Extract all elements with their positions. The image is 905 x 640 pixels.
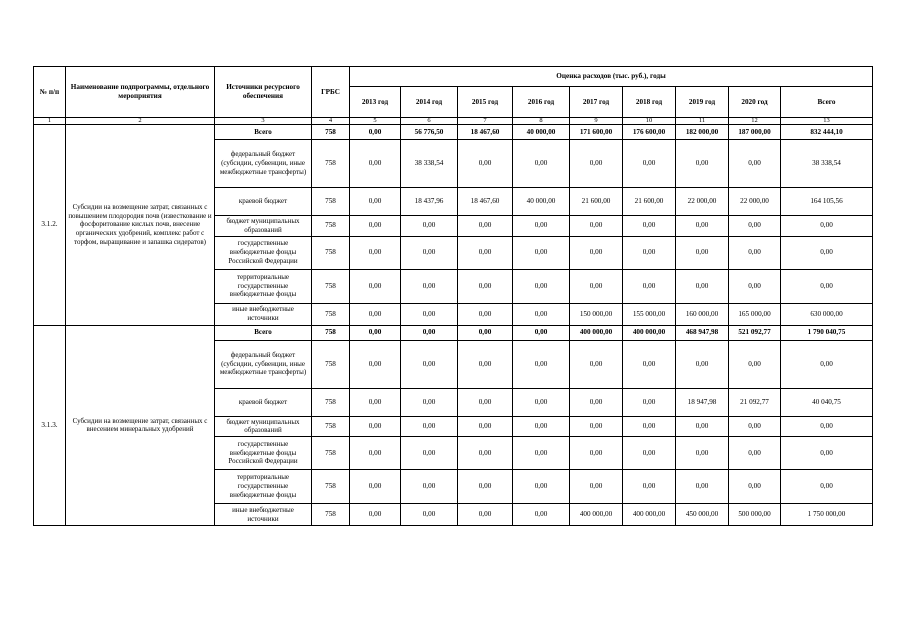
header-year: 2020 год <box>729 87 781 118</box>
year-value: 21 600,00 <box>623 188 676 216</box>
grbs-code: 758 <box>312 125 350 140</box>
year-value: 0,00 <box>458 437 513 470</box>
header-year: 2015 год <box>458 87 513 118</box>
year-value: 400 000,00 <box>570 504 623 526</box>
funding-source: краевой бюджет <box>215 388 312 416</box>
total-value: 0,00 <box>781 416 873 437</box>
funding-source: иные внебюджетные источники <box>215 504 312 526</box>
year-value: 182 000,00 <box>676 125 729 140</box>
year-value: 0,00 <box>350 416 401 437</box>
year-value: 0,00 <box>350 236 401 269</box>
funding-source: государственные внебюджетные фонды Российской Федерации <box>215 437 312 470</box>
year-value: 0,00 <box>513 236 570 269</box>
year-value: 0,00 <box>458 269 513 303</box>
year-value: 0,00 <box>350 388 401 416</box>
year-value: 0,00 <box>513 140 570 188</box>
year-value: 0,00 <box>513 388 570 416</box>
grbs-code: 758 <box>312 236 350 269</box>
year-value: 0,00 <box>458 416 513 437</box>
year-value: 0,00 <box>513 325 570 340</box>
year-value: 0,00 <box>401 269 458 303</box>
year-value: 0,00 <box>350 303 401 325</box>
header-grbs: ГРБС <box>312 67 350 118</box>
total-value: 832 444,10 <box>781 125 873 140</box>
budget-table-page <box>33 66 873 526</box>
year-value: 468 947,98 <box>676 325 729 340</box>
column-number: 2 <box>66 118 215 125</box>
year-value: 0,00 <box>458 388 513 416</box>
year-value: 0,00 <box>458 504 513 526</box>
grbs-code: 758 <box>312 140 350 188</box>
year-value: 18 437,96 <box>401 188 458 216</box>
year-value: 0,00 <box>401 340 458 388</box>
year-value: 0,00 <box>676 340 729 388</box>
year-value: 21 600,00 <box>570 188 623 216</box>
funding-source: федеральный бюджет (субсидии, субвенции, иные межбюджетные трансферты) <box>215 340 312 388</box>
year-value: 150 000,00 <box>570 303 623 325</box>
year-value: 40 000,00 <box>513 188 570 216</box>
grbs-code: 758 <box>312 188 350 216</box>
table-row <box>34 125 873 140</box>
year-value: 0,00 <box>350 340 401 388</box>
year-value: 0,00 <box>350 504 401 526</box>
year-value: 0,00 <box>458 470 513 504</box>
funding-source: территориальные государственные внебюджетные фонды <box>215 470 312 504</box>
year-value: 0,00 <box>623 140 676 188</box>
year-value: 0,00 <box>676 236 729 269</box>
year-value: 0,00 <box>513 303 570 325</box>
measure-name: Субсидии на возмещение затрат, связанных с внесением минеральных удобрений <box>66 325 215 526</box>
measure-number: 3.1.2. <box>34 125 66 326</box>
total-value: 0,00 <box>781 470 873 504</box>
grbs-code: 758 <box>312 388 350 416</box>
column-number: 1 <box>34 118 66 125</box>
year-value: 500 000,00 <box>729 504 781 526</box>
year-value: 0,00 <box>570 340 623 388</box>
year-value: 0,00 <box>729 236 781 269</box>
year-value: 0,00 <box>623 388 676 416</box>
grbs-code: 758 <box>312 437 350 470</box>
year-value: 400 000,00 <box>570 325 623 340</box>
header-index: № п/п <box>34 67 66 118</box>
year-value: 0,00 <box>513 416 570 437</box>
year-value: 22 000,00 <box>676 188 729 216</box>
header-name: Наименование подпрограммы, отдельного мероприятия <box>66 67 215 118</box>
funding-source: бюджет муниципальных образований <box>215 416 312 437</box>
year-value: 0,00 <box>401 437 458 470</box>
year-value: 0,00 <box>676 470 729 504</box>
year-value: 0,00 <box>401 216 458 237</box>
year-value: 0,00 <box>401 388 458 416</box>
grbs-code: 758 <box>312 216 350 237</box>
year-value: 0,00 <box>513 269 570 303</box>
year-value: 0,00 <box>513 504 570 526</box>
funding-source: Всего <box>215 325 312 340</box>
year-value: 40 000,00 <box>513 125 570 140</box>
year-value: 400 000,00 <box>623 325 676 340</box>
year-value: 38 338,54 <box>401 140 458 188</box>
header-year: 2014 год <box>401 87 458 118</box>
year-value: 0,00 <box>350 325 401 340</box>
column-number: 7 <box>458 118 513 125</box>
year-value: 0,00 <box>401 504 458 526</box>
year-value: 0,00 <box>570 269 623 303</box>
year-value: 0,00 <box>623 416 676 437</box>
total-value: 0,00 <box>781 437 873 470</box>
year-value: 0,00 <box>350 140 401 188</box>
grbs-code: 758 <box>312 303 350 325</box>
year-value: 0,00 <box>350 269 401 303</box>
year-value: 0,00 <box>729 340 781 388</box>
year-value: 0,00 <box>350 216 401 237</box>
grbs-code: 758 <box>312 504 350 526</box>
funding-source: иные внебюджетные источники <box>215 303 312 325</box>
year-value: 0,00 <box>570 236 623 269</box>
year-value: 0,00 <box>729 269 781 303</box>
year-value: 0,00 <box>350 470 401 504</box>
column-number: 4 <box>312 118 350 125</box>
year-value: 21 092,77 <box>729 388 781 416</box>
year-value: 0,00 <box>676 140 729 188</box>
year-value: 0,00 <box>570 470 623 504</box>
funding-source: краевой бюджет <box>215 188 312 216</box>
funding-source: государственные внебюджетные фонды Российской Федерации <box>215 236 312 269</box>
year-value: 0,00 <box>513 437 570 470</box>
total-value: 40 040,75 <box>781 388 873 416</box>
year-value: 0,00 <box>401 416 458 437</box>
header-year: 2017 год <box>570 87 623 118</box>
column-number: 10 <box>623 118 676 125</box>
total-value: 0,00 <box>781 216 873 237</box>
year-value: 450 000,00 <box>676 504 729 526</box>
funding-source: бюджет муниципальных образований <box>215 216 312 237</box>
year-value: 0,00 <box>401 236 458 269</box>
grbs-code: 758 <box>312 269 350 303</box>
year-value: 0,00 <box>676 437 729 470</box>
year-value: 0,00 <box>401 303 458 325</box>
year-value: 0,00 <box>513 216 570 237</box>
year-value: 0,00 <box>458 140 513 188</box>
year-value: 0,00 <box>729 140 781 188</box>
header-year: Всего <box>781 87 873 118</box>
header-year: 2016 год <box>513 87 570 118</box>
year-value: 0,00 <box>623 269 676 303</box>
column-number: 3 <box>215 118 312 125</box>
year-value: 0,00 <box>623 236 676 269</box>
year-value: 0,00 <box>623 470 676 504</box>
funding-source: территориальные государственные внебюджетные фонды <box>215 269 312 303</box>
year-value: 165 000,00 <box>729 303 781 325</box>
header-source: Источники ресурсного обеспечения <box>215 67 312 118</box>
year-value: 0,00 <box>623 437 676 470</box>
total-value: 0,00 <box>781 340 873 388</box>
header-year: 2013 год <box>350 87 401 118</box>
year-value: 0,00 <box>676 416 729 437</box>
header-cost-estimate: Оценка расходов (тыс. руб.), годы <box>350 67 873 87</box>
column-number: 11 <box>676 118 729 125</box>
year-value: 0,00 <box>350 437 401 470</box>
measure-name: Субсидии на возмещение затрат, связанных с повышением плодородия почв (известкование и фосфоритование кислых почв, внесение органических удобрений, комплекс работ с торфом, выращивание и запашка сидератов) <box>66 125 215 326</box>
table-row <box>34 325 873 340</box>
year-value: 22 000,00 <box>729 188 781 216</box>
total-value: 38 338,54 <box>781 140 873 188</box>
total-value: 630 000,00 <box>781 303 873 325</box>
total-value: 164 105,56 <box>781 188 873 216</box>
year-value: 0,00 <box>570 416 623 437</box>
total-value: 1 750 000,00 <box>781 504 873 526</box>
year-value: 0,00 <box>513 470 570 504</box>
year-value: 0,00 <box>570 140 623 188</box>
header-year: 2019 год <box>676 87 729 118</box>
year-value: 160 000,00 <box>676 303 729 325</box>
year-value: 0,00 <box>458 325 513 340</box>
column-number: 13 <box>781 118 873 125</box>
column-number: 5 <box>350 118 401 125</box>
header-year: 2018 год <box>623 87 676 118</box>
year-value: 0,00 <box>458 303 513 325</box>
year-value: 0,00 <box>676 269 729 303</box>
year-value: 0,00 <box>623 340 676 388</box>
grbs-code: 758 <box>312 470 350 504</box>
year-value: 400 000,00 <box>623 504 676 526</box>
year-value: 0,00 <box>350 188 401 216</box>
column-number: 9 <box>570 118 623 125</box>
grbs-code: 758 <box>312 416 350 437</box>
funding-source: федеральный бюджет (субсидии, субвенции, иные межбюджетные трансферты) <box>215 140 312 188</box>
year-value: 0,00 <box>350 125 401 140</box>
year-value: 0,00 <box>458 236 513 269</box>
year-value: 171 600,00 <box>570 125 623 140</box>
year-value: 0,00 <box>570 216 623 237</box>
year-value: 0,00 <box>570 437 623 470</box>
year-value: 0,00 <box>729 470 781 504</box>
year-value: 0,00 <box>676 216 729 237</box>
column-number: 12 <box>729 118 781 125</box>
year-value: 176 600,00 <box>623 125 676 140</box>
year-value: 0,00 <box>729 437 781 470</box>
total-value: 0,00 <box>781 269 873 303</box>
year-value: 0,00 <box>401 470 458 504</box>
measure-number: 3.1.3. <box>34 325 66 526</box>
year-value: 0,00 <box>729 216 781 237</box>
year-value: 0,00 <box>729 416 781 437</box>
funding-source: Всего <box>215 125 312 140</box>
year-value: 0,00 <box>458 340 513 388</box>
year-value: 18 947,98 <box>676 388 729 416</box>
year-value: 521 092,77 <box>729 325 781 340</box>
column-number: 6 <box>401 118 458 125</box>
total-value: 1 790 040,75 <box>781 325 873 340</box>
grbs-code: 758 <box>312 340 350 388</box>
year-value: 187 000,00 <box>729 125 781 140</box>
total-value: 0,00 <box>781 236 873 269</box>
budget-table <box>33 66 873 526</box>
year-value: 18 467,60 <box>458 125 513 140</box>
year-value: 0,00 <box>401 325 458 340</box>
year-value: 0,00 <box>513 340 570 388</box>
year-value: 0,00 <box>570 388 623 416</box>
year-value: 0,00 <box>458 216 513 237</box>
year-value: 155 000,00 <box>623 303 676 325</box>
year-value: 56 776,50 <box>401 125 458 140</box>
year-value: 0,00 <box>623 216 676 237</box>
column-number: 8 <box>513 118 570 125</box>
grbs-code: 758 <box>312 325 350 340</box>
year-value: 18 467,60 <box>458 188 513 216</box>
